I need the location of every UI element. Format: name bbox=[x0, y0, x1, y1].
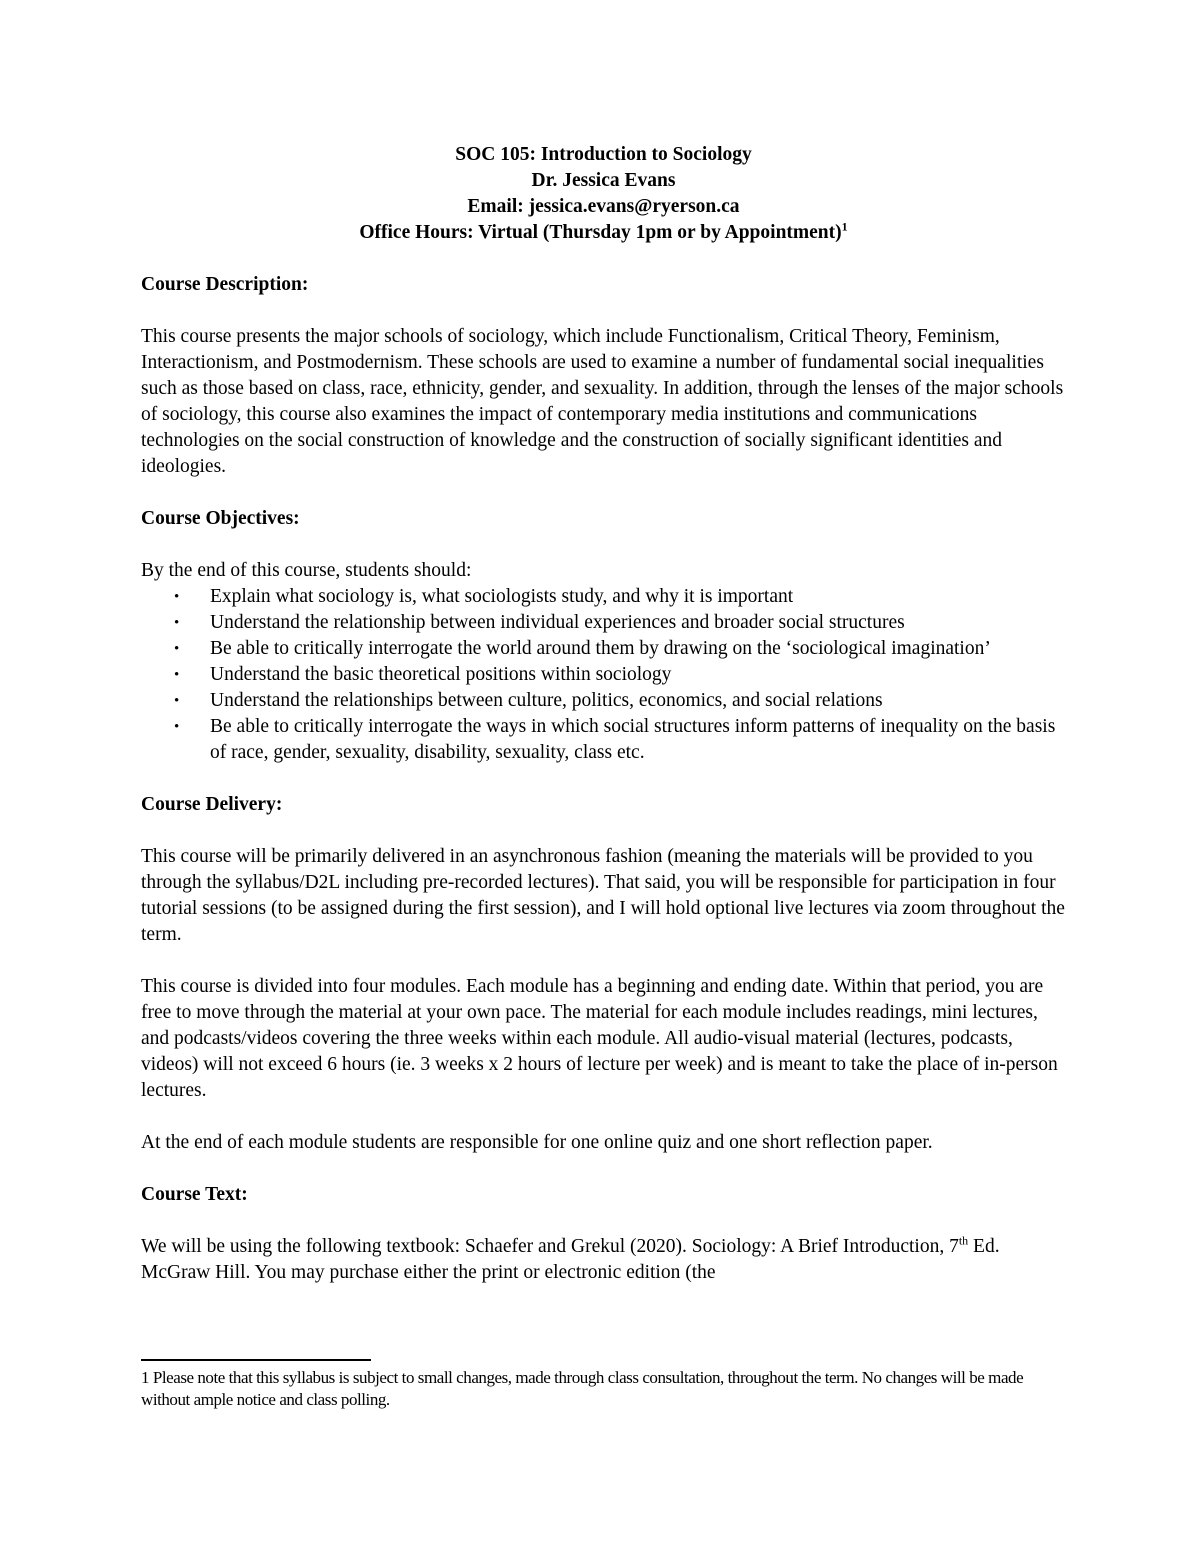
bullet-icon: • bbox=[174, 589, 180, 605]
delivery-paragraph: This course is divided into four modules. Each module has a beginning and ending date. Within that period, you are free to move through the material at your own pace. The material for each module includes readings, mini lectures, and podcasts/videos covering the three weeks within each module. All audio-visual material (lectures, podcasts, videos) will not exceed 6 hours (ie. 3 weeks x 2 hours of lecture per week) and is meant to take the place of in-person lectures. bbox=[141, 976, 1058, 1101]
bullet-icon: • bbox=[174, 641, 180, 657]
text-heading: Course Text: bbox=[141, 1184, 248, 1205]
text-body bbox=[141, 1234, 1066, 1286]
list-item bbox=[141, 662, 1066, 688]
list-item-text: Understand the relationship between individual experiences and broader social structures bbox=[210, 612, 905, 633]
footnote-divider bbox=[141, 1359, 371, 1361]
objectives-heading: Course Objectives: bbox=[141, 508, 300, 529]
text-body-end: Ed. McGraw Hill. You may purchase either the print or electronic edition (the bbox=[141, 1236, 1000, 1283]
list-item-text: Be able to critically interrogate the ways in which social structures inform patterns of inequality on the basis of race, gender, sexuality, disability, sexuality, class etc. bbox=[210, 716, 1056, 763]
list-item bbox=[141, 688, 1066, 714]
objectives-list bbox=[141, 584, 1066, 766]
edition-ordinal: th bbox=[958, 1233, 969, 1248]
bullet-icon: • bbox=[174, 719, 180, 735]
instructor-email: Email: jessica.evans@ryerson.ca bbox=[467, 196, 740, 217]
bullet-icon: • bbox=[174, 667, 180, 683]
list-item-text: Understand the relationships between culture, politics, economics, and social relations bbox=[210, 690, 883, 711]
bullet-icon: • bbox=[174, 693, 180, 709]
document-header bbox=[141, 142, 1066, 246]
footnote: 1 Please note that this syllabus is subject to small changes, made through class consultation, throughout the term. No changes will be made without ample notice and class polling. bbox=[141, 1368, 1024, 1409]
list-item bbox=[141, 584, 1066, 610]
list-item bbox=[141, 610, 1066, 636]
list-item-text: Be able to critically interrogate the world around them by drawing on the ‘sociological imagination’ bbox=[210, 638, 991, 659]
description-heading: Course Description: bbox=[141, 274, 309, 295]
instructor-name: Dr. Jessica Evans bbox=[531, 170, 676, 191]
bullet-icon: • bbox=[174, 615, 180, 631]
delivery-paragraph: At the end of each module students are responsible for one online quiz and one short reflection paper. bbox=[141, 1132, 933, 1153]
course-title: SOC 105: Introduction to Sociology bbox=[455, 144, 752, 165]
list-item-text: Explain what sociology is, what sociologists study, and why it is important bbox=[210, 586, 794, 607]
delivery-paragraph: This course will be primarily delivered in an asynchronous fashion (meaning the materials will be provided to you through the syllabus/D2L including pre-recorded lectures). That said, you will be responsible for participation in four tutorial sessions (to be assigned during the first session), and I will hold optional live lectures via zoom throughout the term. bbox=[141, 846, 1065, 945]
footnote-marker: 1 bbox=[841, 219, 848, 234]
list-item bbox=[141, 714, 1066, 766]
list-item-text: Understand the basic theoretical positions within sociology bbox=[210, 664, 672, 685]
description-body: This course presents the major schools of sociology, which include Functionalism, Critical Theory, Feminism, Interactionism, and Postmodernism. These schools are used to examine a number of fundamental social inequalities such as those based on class, race, ethnicity, gender, and sexuality. In addition, through the lenses of the major schools of sociology, this course also examines the impact of contemporary media institutions and communications technologies on the social construction of knowledge and the construction of socially significant identities and ideologies. bbox=[141, 326, 1064, 477]
office-hours-text: Office Hours: Virtual (Thursday 1pm or by Appointment) bbox=[359, 222, 842, 243]
delivery-heading: Course Delivery: bbox=[141, 794, 283, 815]
syllabus-page bbox=[141, 142, 1066, 1286]
text-body-start: We will be using the following textbook: Schaefer and Grekul (2020). Sociology: A Brief Introduction, 7 bbox=[141, 1236, 959, 1257]
objectives-intro: By the end of this course, students should: bbox=[141, 560, 472, 581]
list-item bbox=[141, 636, 1066, 662]
office-hours bbox=[141, 220, 1066, 246]
